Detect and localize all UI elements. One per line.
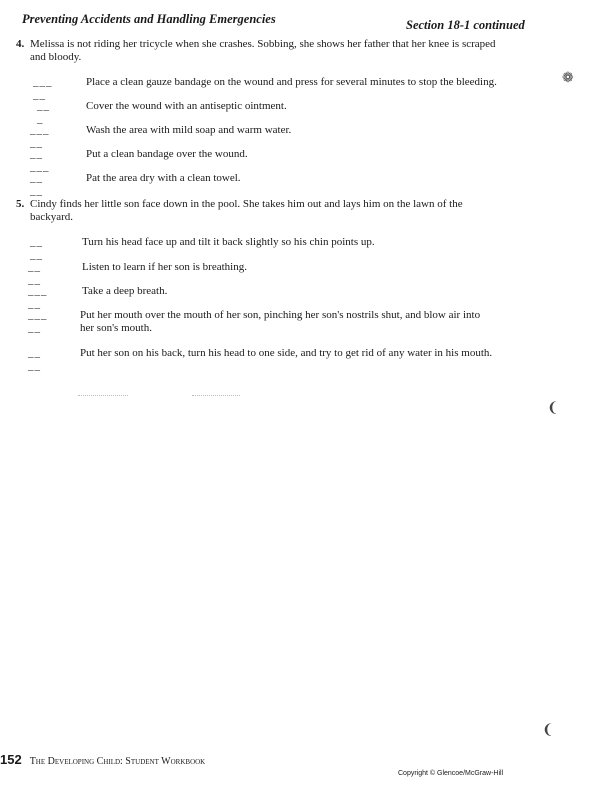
question-number: 5. bbox=[16, 198, 25, 210]
step-text: Put a clean bandage over the wound. bbox=[86, 148, 248, 160]
order-blank[interactable]: __ __ bbox=[28, 261, 41, 286]
scan-artifact-line bbox=[192, 395, 240, 396]
copyright-notice: Copyright © Glencoe/McGraw-Hill bbox=[398, 770, 504, 777]
step-text: Take a deep breath. bbox=[82, 285, 168, 297]
question-text-continued: and bloody. bbox=[30, 51, 82, 63]
order-blank[interactable]: __ __ bbox=[30, 172, 43, 197]
order-blank[interactable]: __ _ bbox=[37, 100, 50, 125]
chapter-title: Preventing Accidents and Handling Emergencies bbox=[22, 12, 276, 26]
binder-hole-icon: ❨ bbox=[547, 401, 559, 416]
order-blank[interactable]: __ __ bbox=[28, 347, 41, 372]
scan-artifact-line bbox=[78, 395, 128, 396]
binder-hole-icon: ❁ bbox=[562, 71, 574, 86]
order-blank[interactable]: __ __ bbox=[30, 236, 43, 261]
step-text: Put her son on his back, turn his head to one side, and try to get rid of any water in his mouth. bbox=[80, 347, 493, 359]
book-title: The Developing Child: Student Workbook bbox=[29, 756, 206, 767]
question-5 bbox=[16, 198, 541, 224]
order-blank[interactable]: __ ___ bbox=[30, 148, 50, 173]
question-4 bbox=[16, 38, 541, 64]
step-text: Wash the area with mild soap and warm water. bbox=[86, 124, 292, 136]
page-number: 152 bbox=[0, 752, 22, 767]
binder-hole-icon: ❨ bbox=[542, 723, 554, 738]
order-blank[interactable]: ___ __ bbox=[30, 124, 50, 149]
question-number: 4. bbox=[16, 38, 25, 50]
step-text: Listen to learn if her son is breathing. bbox=[82, 261, 247, 273]
page-footer bbox=[0, 752, 205, 767]
question-text: Cindy finds her little son face down in the pool. She takes him out and lays him on the lawn of the bbox=[30, 198, 463, 210]
question-text-continued: backyard. bbox=[30, 211, 74, 223]
step-text: Turn his head face up and tilt it back slightly so his chin points up. bbox=[82, 236, 375, 248]
section-label: Section 18-1 continued bbox=[406, 18, 525, 32]
step-text: Place a clean gauze bandage on the wound and press for several minutes to stop the bleeding. bbox=[86, 76, 497, 88]
step-text: Put her mouth over the mouth of her son, pinching her son's nostrils shut, and blow air into bbox=[80, 309, 481, 321]
order-blank[interactable]: ___ __ bbox=[28, 285, 48, 310]
step-text: Cover the wound with an antiseptic ointment. bbox=[86, 100, 287, 112]
order-blank[interactable]: ___ __ bbox=[33, 76, 53, 101]
step-text-continued: her son's mouth. bbox=[80, 322, 152, 334]
question-text: Melissa is not riding her tricycle when she crashes. Sobbing, she shows her father that her knee is scraped bbox=[30, 38, 496, 50]
step-text: Pat the area dry with a clean towel. bbox=[86, 172, 241, 184]
order-blank[interactable]: ___ __ bbox=[28, 309, 48, 334]
